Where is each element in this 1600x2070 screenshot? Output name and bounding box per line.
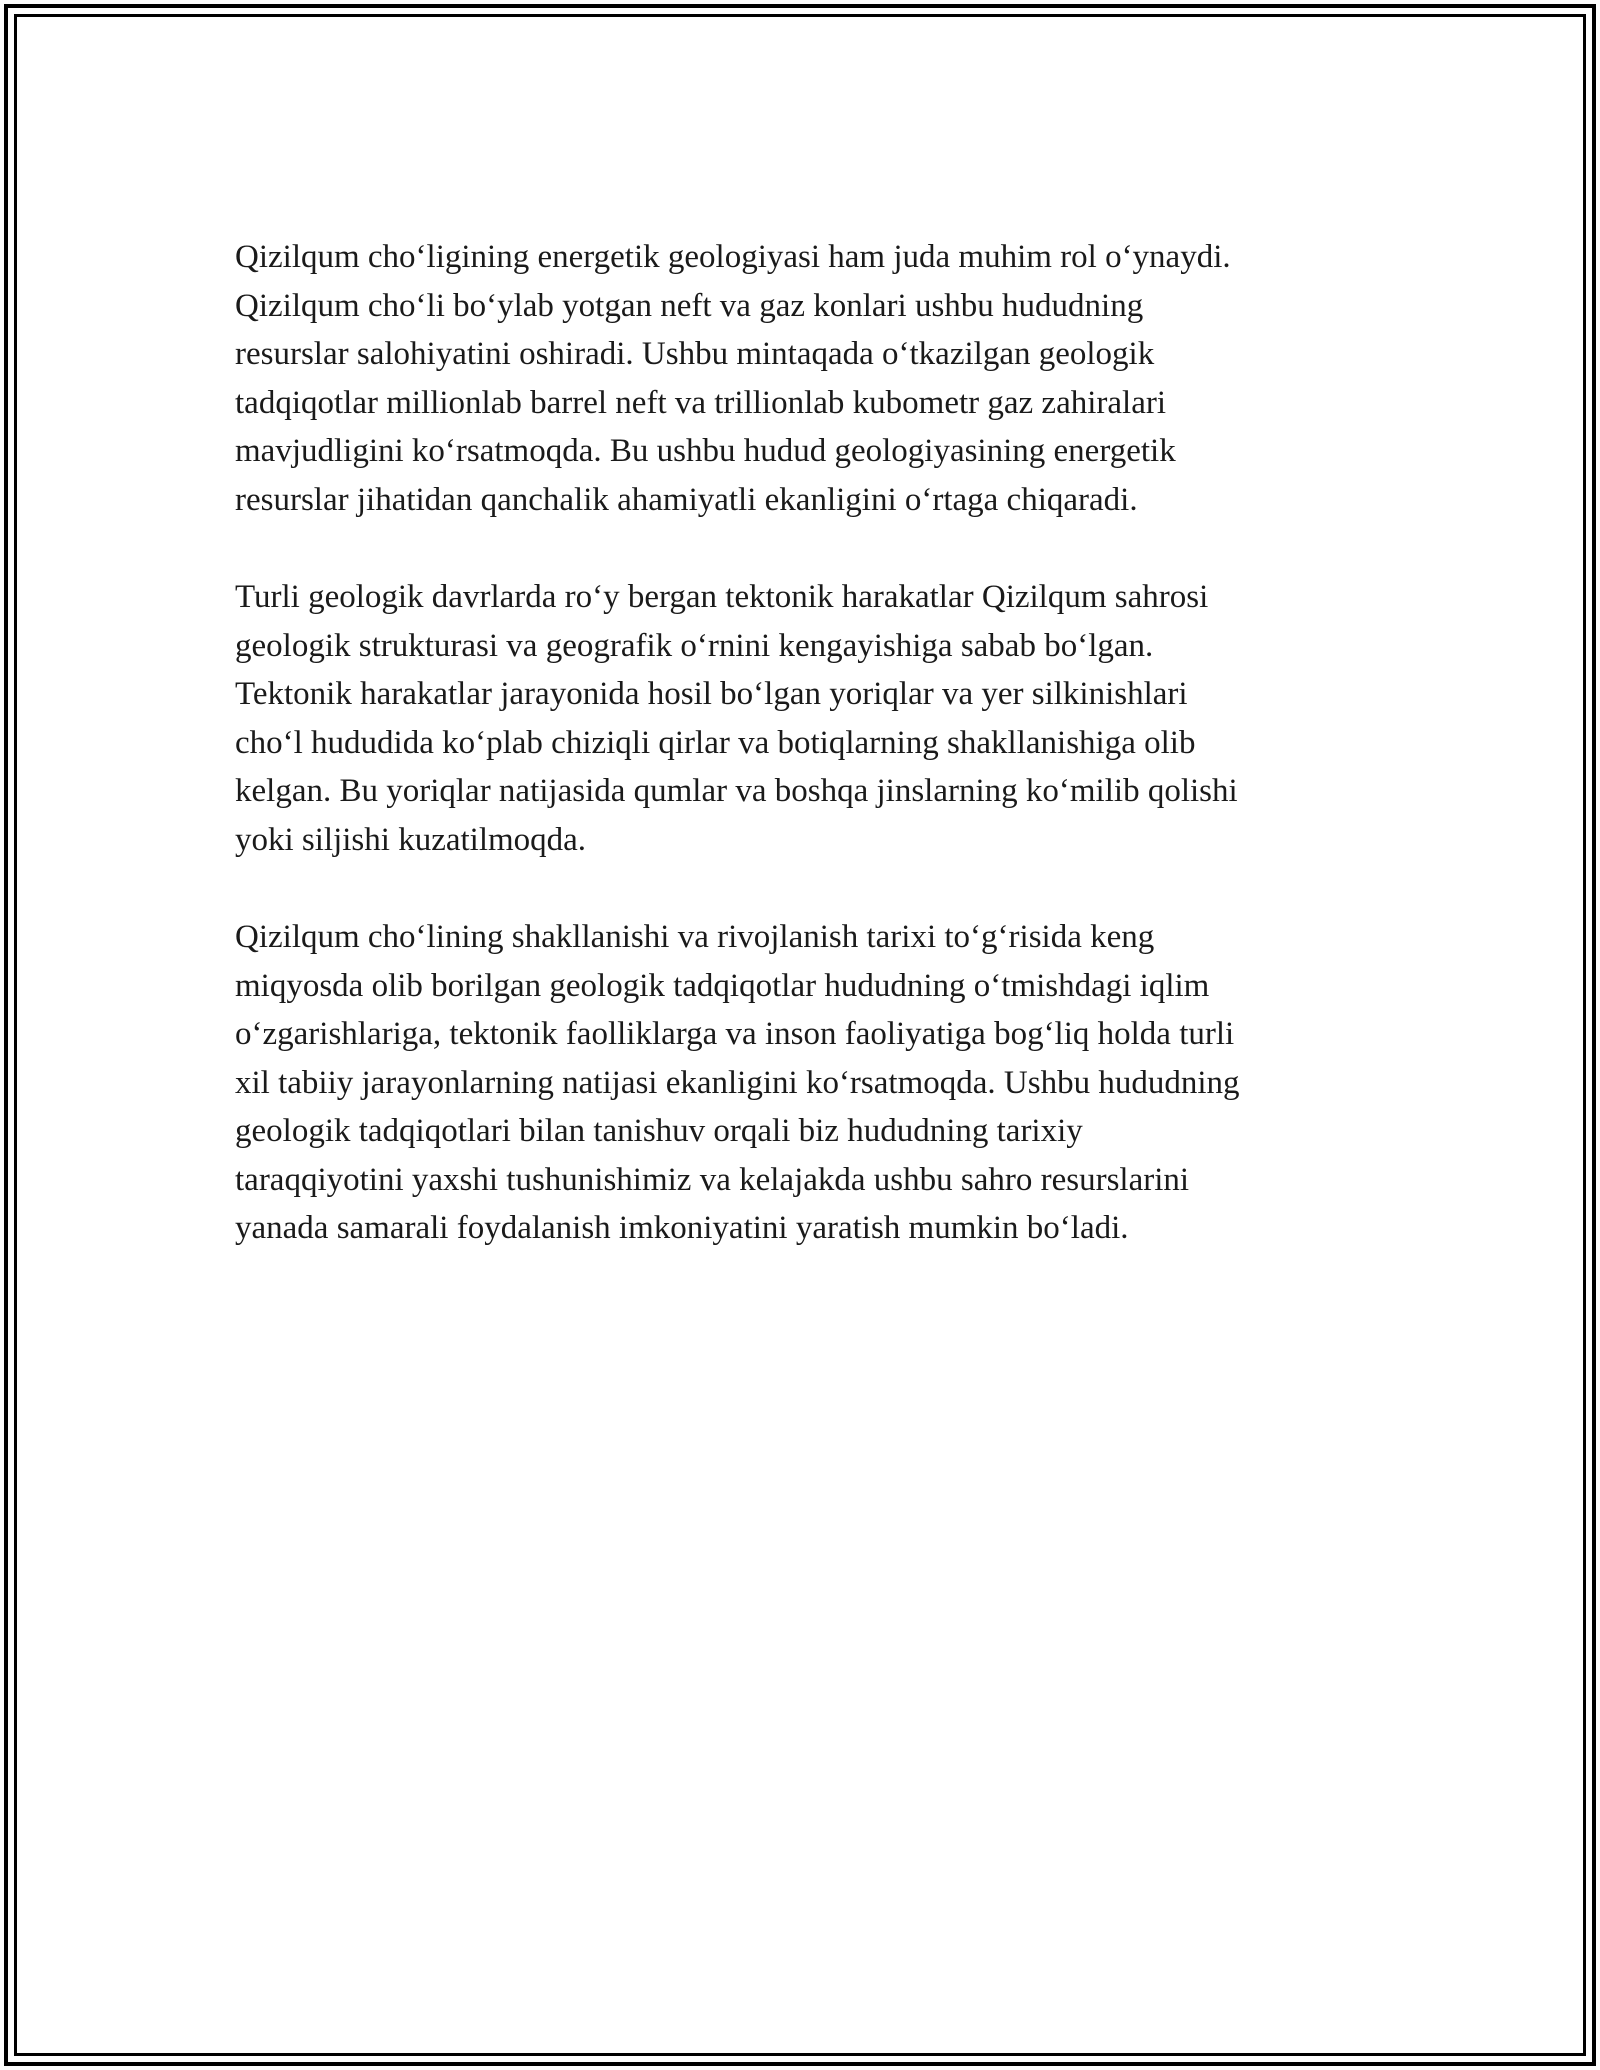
document-body <box>235 233 1365 1302</box>
text-line: tadqiqotlar millionlab barrel neft va trillionlab kubometr gaz zahiralari <box>235 384 1166 421</box>
text-line: resurslar salohiyatini oshiradi. Ushbu mintaqada o‘tkazilgan geologik <box>235 336 1155 372</box>
text-line: resurslar jihatidan qanchalik ahamiyatli ekanligini o‘rtaga chiqaradi. <box>235 481 1138 518</box>
paragraph-history <box>235 913 1365 1253</box>
text-line: kelgan. Bu yoriqlar natijasida qumlar va boshqa jinslarning ko‘milib qolishi <box>235 773 1238 809</box>
text-line: xil tabiiy jarayonlarning natijasi ekanligini ko‘rsatmoqda. Ushbu hududning <box>235 1064 1240 1101</box>
text-line: geologik strukturasi va geografik o‘rnini kengayishiga sabab bo‘lgan. <box>235 627 1154 664</box>
text-line: cho‘l hududida ko‘plab chiziqli qirlar va botiqlarning shakllanishiga olib <box>235 724 1196 761</box>
paragraph-tectonics <box>235 573 1365 864</box>
text-line: miqyosda olib borilgan geologik tadqiqotlar hududning o‘tmishdagi iqlim <box>235 967 1210 1004</box>
text-line: Qizilqum cho‘lining shakllanishi va rivojlanish tarixi to‘g‘risida keng <box>235 919 1155 955</box>
text-line: geologik tadqiqotlari bilan tanishuv orqali biz hududning tarixiy <box>235 1113 1083 1149</box>
text-line: o‘zgarishlariga, tektonik faolliklarga va inson faoliyatiga bog‘liq holda turli <box>235 1016 1235 1052</box>
text-line: yoki siljishi kuzatilmoqda. <box>235 821 587 858</box>
paragraph-energy-geology <box>235 233 1365 524</box>
text-line: Tektonik harakatlar jarayonida hosil bo‘lgan yoriqlar va yer silkinishlari <box>235 676 1188 712</box>
text-line: Qizilqum cho‘ligining energetik geologiyasi ham juda muhim rol o‘ynaydi. <box>235 239 1231 275</box>
text-line: yanada samarali foydalanish imkoniyatini yaratish mumkin bo‘ladi. <box>235 1210 1129 1246</box>
text-line: Turli geologik davrlarda ro‘y bergan tektonik harakatlar Qizilqum sahrosi <box>235 579 1209 615</box>
text-line: taraqqiyotini yaxshi tushunishimiz va kelajakda ushbu sahro resurslarini <box>235 1161 1190 1198</box>
text-line: Qizilqum cho‘li bo‘ylab yotgan neft va gaz konlari ushbu hududning <box>235 287 1144 324</box>
text-line: mavjudligini ko‘rsatmoqda. Bu ushbu hudud geologiyasining energetik <box>235 433 1176 469</box>
